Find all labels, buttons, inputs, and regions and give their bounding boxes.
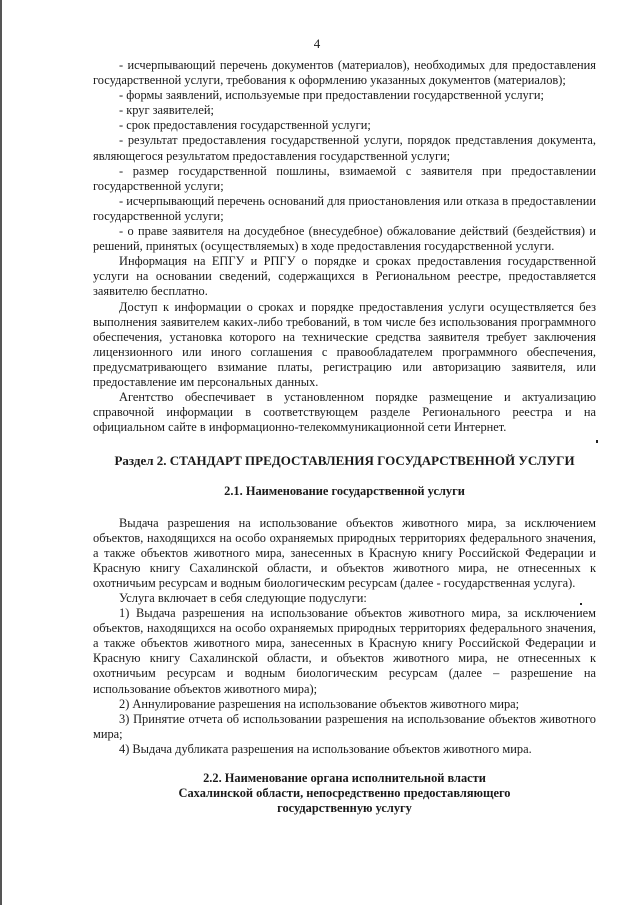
scan-speck (580, 603, 582, 605)
list-item: - размер государственной пошлины, взимаемой с заявителя при предоставлении государственной услуги; (93, 163, 596, 193)
list-item: - исчерпывающий перечень оснований для приостановления или отказа в предоставлении государственной услуги; (93, 193, 596, 223)
subsection-heading: 2.1. Наименование государственной услуги (224, 484, 465, 499)
list-item: 4) Выдача дубликата разрешения на использование объектов животного мира. (119, 741, 532, 756)
paragraph: Доступ к информации о сроках и порядке предоставления услуги осуществляется без выполнения заявителем каких-либо требований, в том числе без использования программного обеспечения, установка которого на технические средства заявителя требует заключения лицензионного или иного соглашения с правообладателем программного обеспечения, предусматривающего взимание платы, регистрацию или авторизацию заявителя, или предоставление им персональных данных. (93, 299, 596, 389)
list-item: - исчерпывающий перечень документов (материалов), необходимых для предоставления государственной услуги, требования к оформлению указанных документов (материалов); (93, 58, 596, 88)
paragraph: Услуга включает в себя следующие подуслуги: (119, 591, 367, 605)
document-body (93, 58, 596, 816)
paragraph: Информация на ЕПГУ и РПГУ о порядке и сроках предоставления государственной услуги на основании сведений, содержащихся в Региональном реестре, предоставляется заявителю бесплатно. (93, 254, 596, 299)
list-item: 3) Принятие отчета об использовании разрешения на использование объектов животного мира; (93, 711, 596, 741)
section-heading: Раздел 2. СТАНДАРТ ПРЕДОСТАВЛЕНИЯ ГОСУДАРСТВЕННОЙ УСЛУГИ (114, 453, 575, 469)
list-item: - круг заявителей; (119, 103, 214, 118)
scan-speck (596, 440, 598, 443)
subsection-heading-line: государственную услугу (277, 801, 412, 816)
subsection-heading-line: 2.2. Наименование органа исполнительной власти (203, 771, 486, 786)
paragraph: Выдача разрешения на использование объектов животного мира, за исключением объектов, находящихся на особо охраняемых природных территориях федерального значения, а также объектов животного мира, занесенных в Красную книгу Российской Федерации и Красную книгу Сахалинской области, и объектов животного мира, не отнесенных к охотничьим ресурсам и водным биологическим ресурсам (далее - государственная услуга). (93, 515, 596, 590)
list-item: 2) Аннулирование разрешения на использование объектов животного мира; (119, 696, 520, 711)
list-item: - срок предоставления государственной услуги; (119, 118, 371, 133)
list-item: - о праве заявителя на досудебное (внесудебное) обжалование действий (бездействия) и решений, принятых (осуществляемых) в ходе предоставления государственной услуги. (93, 224, 596, 254)
list-item: - результат предоставления государственной услуги, порядок представления документа, являющегося результатом предоставления государственной услуги; (93, 133, 596, 163)
page-number: 4 (313, 36, 321, 51)
list-item: 1) Выдача разрешения на использование объектов животного мира, за исключением объектов, находящихся на особо охраняемых природных территориях федерального значения, а также объектов животного мира, занесенных в Красную книгу Российской Федерации и Красную книгу Сахалинской области, и объектов животного мира, не отнесенных к охотничьим ресурсам и водным биологическим ресурсам (далее – разрешение на использование объектов животного мира); (93, 606, 596, 696)
list-item: - формы заявлений, используемые при предоставлении государственной услуги; (119, 88, 544, 103)
scan-edge (0, 0, 2, 905)
paragraph: Агентство обеспечивает в установленном порядке размещение и актуализацию справочной информации в соответствующем разделе Регионального реестра и на официальном сайте в информационно-телекоммуникационной сети Интернет. (93, 390, 596, 435)
subsection-heading-line: Сахалинской области, непосредственно предоставляющего (178, 786, 511, 801)
